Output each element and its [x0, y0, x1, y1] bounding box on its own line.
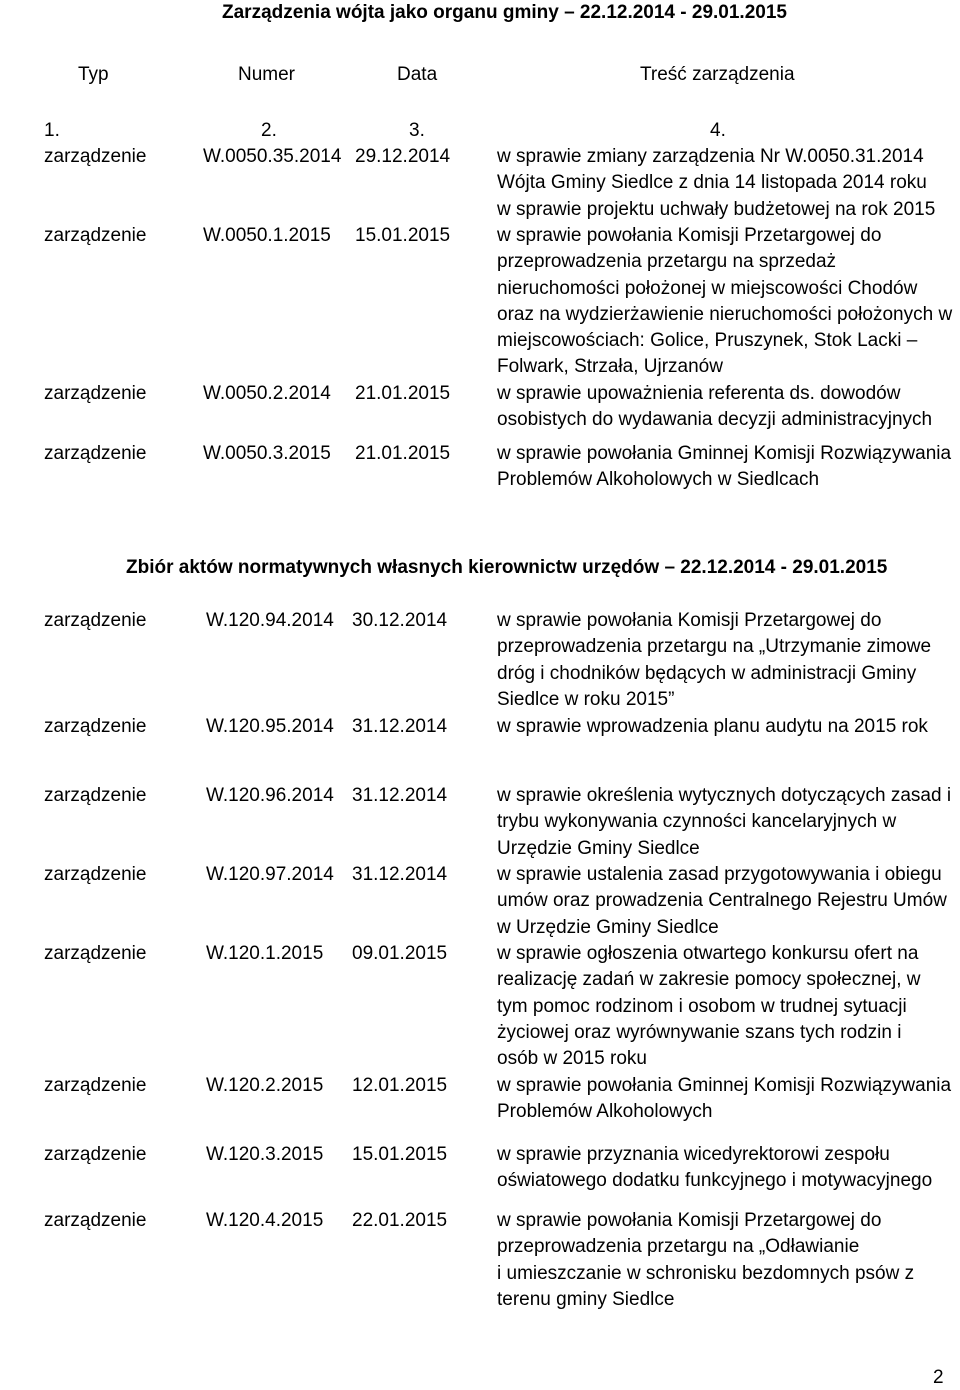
row-number: W.120.1.2015	[206, 943, 324, 964]
row-content-line: osobistych do wydawania decyzji administracyjnych	[497, 409, 933, 431]
row-content-line: przeprowadzenia przetargu na „Utrzymanie zimowe	[497, 636, 932, 658]
row-type: zarządzenie	[44, 716, 147, 737]
row-content	[497, 608, 952, 713]
row-number: W.0050.35.2014	[203, 146, 342, 167]
row-type: zarządzenie	[44, 610, 147, 631]
row-content-line: osób w 2015 roku	[497, 1048, 647, 1070]
row-number: W.120.97.2014	[206, 864, 334, 885]
row-content	[497, 1073, 952, 1126]
row-type: zarządzenie	[44, 1210, 147, 1231]
col-number-3: 3.	[409, 120, 425, 141]
section2-title: Zbiór aktów normatywnych własnych kierownictw urzędów – 22.12.2014 - 29.01.2015	[126, 557, 888, 578]
row-content-line: w sprawie przyznania wicedyrektorowi zespołu	[497, 1144, 890, 1165]
row-date: 15.01.2015	[352, 1144, 448, 1165]
row-number: W.120.96.2014	[206, 785, 334, 806]
row-content-line: Folwark, Strzała, Ujrzanów	[497, 356, 723, 378]
row-content-line: Problemów Alkoholowych w Siedlcach	[497, 469, 820, 491]
row-date: 12.01.2015	[352, 1075, 448, 1096]
row-content-line: miejscowościach: Golice, Pruszynek, Stok Lacki –	[497, 330, 918, 352]
row-content-line: w sprawie powołania Komisji Przetargowej do	[497, 225, 882, 246]
col-number-2: 2.	[261, 120, 277, 141]
header-data: Data	[397, 64, 438, 85]
row-type: zarządzenie	[44, 225, 147, 246]
row-date: 29.12.2014	[355, 146, 451, 167]
row-content	[497, 1208, 952, 1313]
row-content-line: w sprawie powołania Gminnej Komisji Rozwiązywania	[497, 1075, 952, 1096]
row-date: 31.12.2014	[352, 864, 448, 885]
row-content	[497, 783, 952, 862]
row-content-line: realizację zadań w zakresie pomocy społecznej, w	[497, 969, 921, 991]
row-content-line: w sprawie powołania Gminnej Komisji Rozwiązywania	[497, 443, 952, 464]
row-content	[497, 144, 952, 223]
row-content-line: w sprawie wprowadzenia planu audytu na 2015 rok	[497, 716, 928, 737]
row-date: 09.01.2015	[352, 943, 448, 964]
row-content-line: oraz na wydzierżawienie nieruchomości położonych w	[497, 303, 953, 325]
row-date: 15.01.2015	[355, 225, 451, 246]
row-number: W.120.3.2015	[206, 1144, 324, 1165]
row-content-line: Wójta Gminy Siedlce z dnia 14 listopada 2014 roku	[497, 172, 927, 194]
row-date: 22.01.2015	[352, 1210, 448, 1231]
row-date: 30.12.2014	[352, 610, 448, 631]
row-content-line: Urzędzie Gminy Siedlce	[497, 837, 700, 859]
row-content-line: dróg i chodników będących w administracji Gminy	[497, 662, 917, 684]
row-date: 31.12.2014	[352, 785, 448, 806]
row-content-line: Problemów Alkoholowych	[497, 1101, 713, 1123]
row-type: zarządzenie	[44, 785, 147, 806]
row-type: zarządzenie	[44, 443, 147, 464]
row-date: 21.01.2015	[355, 383, 451, 404]
row-number: W.120.2.2015	[206, 1075, 324, 1096]
row-content-line: i umieszczanie w schronisku bezdomnych psów z	[497, 1262, 915, 1284]
row-content-line: Siedlce w roku 2015”	[497, 688, 675, 710]
row-content	[497, 862, 952, 941]
header-numer: Numer	[238, 64, 296, 85]
row-content-line: w sprawie upoważnienia referenta ds. dowodów	[497, 383, 901, 404]
row-number: W.0050.3.2015	[203, 443, 331, 464]
header-tresc: Treść zarządzenia	[640, 64, 795, 85]
col-number-4: 4.	[710, 120, 726, 141]
header-typ: Typ	[78, 64, 109, 85]
page-number: 2	[933, 1367, 944, 1388]
row-type: zarządzenie	[44, 1075, 147, 1096]
row-content-line: w Urzędzie Gminy Siedlce	[497, 916, 719, 938]
row-number: W.120.4.2015	[206, 1210, 324, 1231]
row-content-line: w sprawie określenia wytycznych dotyczących zasad i	[497, 785, 952, 806]
section1-title: Zarządzenia wójta jako organu gminy – 22.12.2014 - 29.01.2015	[222, 2, 787, 23]
row-content-line: umów oraz prowadzenia Centralnego Rejestru Umów	[497, 890, 947, 912]
row-content-line: trybu wykonywania czynności kancelaryjnych w	[497, 811, 897, 833]
row-content	[497, 223, 952, 381]
col-number-1: 1.	[44, 120, 60, 141]
row-type: zarządzenie	[44, 864, 147, 885]
row-content-line: w sprawie ustalenia zasad przygotowywania i obiegu	[497, 864, 942, 885]
row-type: zarządzenie	[44, 146, 147, 167]
row-content	[497, 1142, 952, 1195]
row-content	[497, 441, 952, 494]
row-content	[497, 381, 952, 434]
row-content-line: w sprawie ogłoszenia otwartego konkursu ofert na	[497, 943, 919, 964]
row-content-line: w sprawie powołania Komisji Przetargowej do	[497, 610, 882, 631]
row-content-line: w sprawie powołania Komisji Przetargowej do	[497, 1210, 882, 1231]
row-content	[497, 941, 952, 1072]
row-number: W.120.94.2014	[206, 610, 334, 631]
row-content-line: tym pomoc rodzinom i osobom w trudnej sytuacji	[497, 995, 907, 1017]
row-type: zarządzenie	[44, 1144, 147, 1165]
row-date: 21.01.2015	[355, 443, 451, 464]
row-type: zarządzenie	[44, 943, 147, 964]
row-content-line: oświatowego dodatku funkcyjnego i motywacyjnego	[497, 1170, 933, 1192]
row-date: 31.12.2014	[352, 716, 448, 737]
row-content	[497, 714, 952, 740]
row-number: W.0050.2.2014	[203, 383, 331, 404]
row-content-line: przeprowadzenia przetargu na „Odławianie	[497, 1236, 860, 1258]
row-content-line: w sprawie zmiany zarządzenia Nr W.0050.31.2014	[497, 146, 924, 167]
row-content-line: życiowej oraz wyrównywanie szans tych rodzin i	[497, 1021, 902, 1043]
row-content-line: w sprawie projektu uchwały budżetowej na rok 2015	[497, 198, 936, 220]
row-content-line: nieruchomości położonej w miejscowości Chodów	[497, 277, 918, 299]
row-number: W.120.95.2014	[206, 716, 334, 737]
row-content-line: przeprowadzenia przetargu na sprzedaż	[497, 251, 837, 273]
row-content-line: terenu gminy Siedlce	[497, 1288, 675, 1310]
row-type: zarządzenie	[44, 383, 147, 404]
row-number: W.0050.1.2015	[203, 225, 331, 246]
